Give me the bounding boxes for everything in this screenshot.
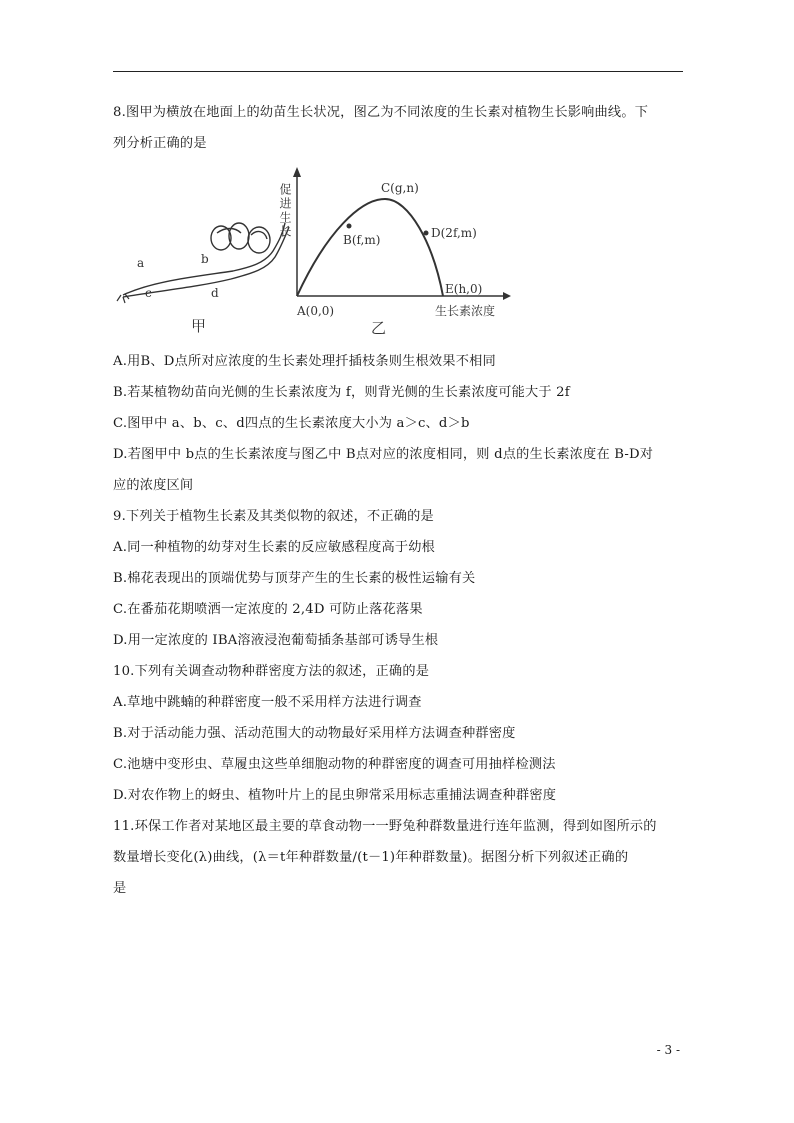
q9-option-A: A.同一种植物的幼芽对生长素的反应敏感程度高于幼根 xyxy=(113,540,436,555)
seedling-leaf-center xyxy=(229,223,249,249)
q8-stem-line2: 列分析正确的是 xyxy=(113,136,207,151)
yi-label-A: A(0,0) xyxy=(297,304,335,318)
q8-option-D-line2: 应的浓度区间 xyxy=(113,478,194,493)
yi-label-E: E(h,0) xyxy=(445,282,483,296)
q9-option-C: C.在番茄花期喷洒一定浓度的 2,4D 可防止落花落果 xyxy=(113,602,423,617)
yi-point-B xyxy=(347,224,352,229)
q8-option-C: C.图甲中 a、b、c、d四点的生长素浓度大小为 a＞c、d＞b xyxy=(113,416,470,431)
yi-x-arrow xyxy=(503,292,511,300)
yi-label-D: D(2f,m) xyxy=(431,226,477,240)
seedling-leaf-left xyxy=(211,226,231,250)
q10-option-C: C.池塘中变形虫、草履虫这些单细胞动物的种群密度的调查可用抽样检测法 xyxy=(113,757,556,772)
yi-label-C: C(g,n) xyxy=(381,181,419,195)
yi-curve xyxy=(297,199,443,296)
yi-y-arrow xyxy=(293,167,301,177)
q8-figure-svg xyxy=(113,163,513,343)
jia-label-d: d xyxy=(211,286,219,300)
q11-stem-line2: 数量增长变化(λ)曲线，(λ＝t年种群数量/(t－1)年种群数量)。据图分析下列叙述正确的 xyxy=(113,850,629,865)
q9-stem: 9.下列关于植物生长素及其类似物的叙述，不正确的是 xyxy=(113,509,434,524)
jia-label-a: a xyxy=(137,256,145,270)
yi-y-label: 促进生长 xyxy=(278,183,292,239)
jia-caption: 甲 xyxy=(191,317,207,335)
q9-option-B: B.棉花表现出的顶端优势与顶芽产生的生长素的极性运输有关 xyxy=(113,571,476,586)
jia-label-b: b xyxy=(201,252,209,266)
seedling-root xyxy=(117,294,129,303)
q11-stem-line3: 是 xyxy=(113,881,127,896)
seedling-leaf-veins xyxy=(217,229,267,240)
yi-label-B: B(f,m) xyxy=(343,233,381,247)
q10-option-B: B.对于活动能力强、活动范围大的动物最好采用样方法调查种群密度 xyxy=(113,726,516,741)
q10-option-D: D.对农作物上的蚜虫、植物叶片上的昆虫卵常采用标志重捕法调查种群密度 xyxy=(113,788,557,803)
q11-stem-line1: 11.环保工作者对某地区最主要的草食动物一一野兔种群数量进行连年监测，得到如图所示的 xyxy=(113,819,657,834)
yi-caption: 乙 xyxy=(371,319,387,337)
header-rule xyxy=(113,71,683,72)
page-number: - 3 - xyxy=(656,1043,680,1057)
q8-stem-line1: 8.图甲为横放在地面上的幼苗生长状况，图乙为不同浓度的生长素对植物生长影响曲线。下 xyxy=(113,105,649,120)
jia-label-c: c xyxy=(145,286,152,300)
yi-point-D xyxy=(424,231,429,236)
q8-option-D-line1: D.若图甲中 b点的生长素浓度与图乙中 B点对应的浓度相同，则 d点的生长素浓度在 B-D对 xyxy=(113,447,654,462)
yi-x-label: 生长素浓度 xyxy=(435,304,496,318)
q10-option-A: A.草地中跳蝻的种群密度一般不采用样方法进行调查 xyxy=(113,695,422,710)
q8-option-B: B.若某植物幼苗向光侧的生长素浓度为 f，则背光侧的生长素浓度可能大于 2f xyxy=(113,385,570,400)
q8-option-A: A.用B、D点所对应浓度的生长素处理扦插枝条则生根效果不相同 xyxy=(113,354,496,369)
q9-option-D: D.用一定浓度的 IBA溶液浸泡葡萄插条基部可诱导生根 xyxy=(113,633,439,648)
q10-stem: 10.下列有关调查动物种群密度方法的叙述，正确的是 xyxy=(113,664,430,679)
q8-figure xyxy=(113,163,513,343)
